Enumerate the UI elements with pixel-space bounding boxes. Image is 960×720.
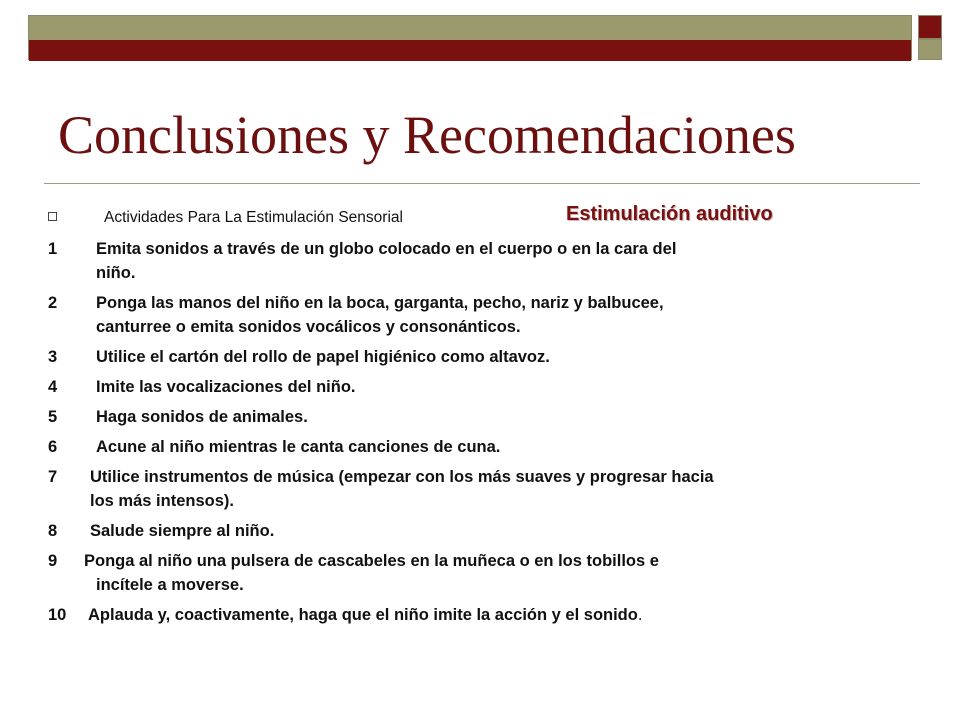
header-bar-olive	[29, 16, 911, 40]
list-item	[48, 237, 928, 285]
item-text: Utilice el cartón del rollo de papel higiénico como altavoz.	[96, 348, 550, 366]
item-number: 6	[48, 438, 58, 456]
list-item	[48, 549, 928, 597]
square-bullet-icon	[48, 212, 57, 221]
item-text-cont: canturree o emita sonidos vocálicos y consonánticos.	[96, 318, 521, 336]
item-text: Ponga al niño una pulsera de cascabeles en la muñeca o en los tobillos e	[84, 552, 659, 570]
title-divider	[44, 183, 920, 184]
item-text-cont: los más intensos).	[90, 492, 234, 510]
item-number: 1	[48, 240, 58, 258]
list-item	[48, 465, 928, 513]
slide-title: Conclusiones y Recomendaciones	[58, 105, 796, 165]
item-number: 8	[48, 522, 58, 540]
list-item	[48, 603, 928, 627]
item-number: 10	[48, 606, 67, 624]
bullet-heading-text: Actividades Para La Estimulación Sensorial	[104, 209, 403, 226]
list-item	[48, 435, 928, 459]
corner-square-maroon	[918, 15, 942, 39]
list-item	[48, 519, 928, 543]
item-number: 4	[48, 378, 58, 396]
activity-list	[48, 237, 928, 633]
item-text: Ponga las manos del niño en la boca, garganta, pecho, nariz y balbucee,	[96, 294, 664, 312]
corner-square-olive	[918, 39, 942, 60]
header-bar-maroon	[29, 40, 911, 61]
item-text: Utilice instrumentos de música (empezar con los más suaves y progresar hacia	[90, 468, 714, 486]
highlight-heading: Estimulación auditivo	[566, 203, 773, 225]
list-item	[48, 291, 928, 339]
list-item	[48, 375, 928, 399]
item-number: 2	[48, 294, 58, 312]
item-text: Imite las vocalizaciones del niño.	[96, 378, 356, 396]
header-bar	[28, 15, 912, 60]
bullet-heading	[48, 203, 948, 229]
final-period: .	[637, 606, 643, 624]
item-number: 9	[48, 552, 58, 570]
item-text-cont: incítele a moverse.	[96, 576, 244, 594]
item-text: Haga sonidos de animales.	[96, 408, 308, 426]
item-text: Emita sonidos a través de un globo colocado en el cuerpo o en la cara del	[96, 240, 677, 258]
item-number: 3	[48, 348, 58, 366]
item-text: Aplauda y, coactivamente, haga que el niño imite la acción y el sonido	[88, 606, 638, 624]
item-text: Acune al niño mientras le canta canciones de cuna.	[96, 438, 501, 456]
item-number: 5	[48, 408, 58, 426]
list-item	[48, 345, 928, 369]
list-item	[48, 405, 928, 429]
item-text-cont: niño.	[96, 264, 136, 282]
item-text: Salude siempre al niño.	[90, 522, 275, 540]
item-number: 7	[48, 468, 58, 486]
